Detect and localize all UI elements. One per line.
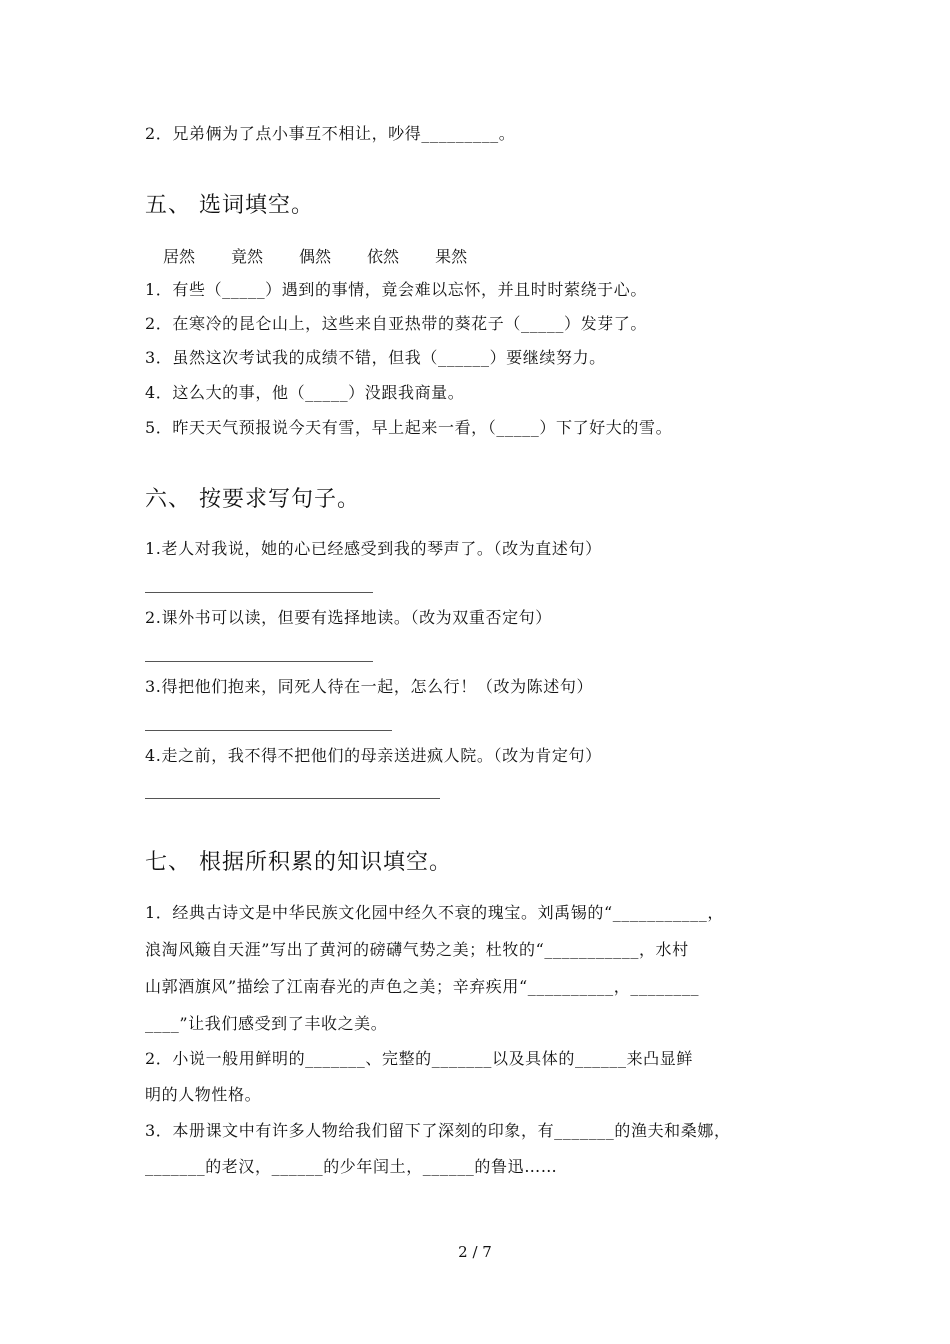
section5-item-1: 1．有些（_____）遇到的事情，竟会难以忘怀，并且时时萦绕于心。 xyxy=(145,280,647,299)
section6-item-2: 2.课外书可以读，但要有选择地读。（改为双重否定句） xyxy=(145,608,552,627)
word-bank xyxy=(163,244,503,267)
section7-title: 七、 根据所积累的知识填空。 xyxy=(145,850,452,875)
word-bank-item: 偶然 xyxy=(299,247,332,266)
section5-item-4: 4．这么大的事，他（_____）没跟我商量。 xyxy=(145,383,465,402)
section5-item-2: 2．在寒冷的昆仑山上，这些来自亚热带的葵花子（_____）发芽了。 xyxy=(145,314,647,333)
word-bank-item: 果然 xyxy=(435,247,468,266)
section7-line-6: 明的人物性格。 xyxy=(145,1085,262,1104)
section7-line-1: 1．经典古诗文是中华民族文化园中经久不衰的瑰宝。刘禹锡的“___________， xyxy=(145,903,724,922)
answer-line-4[interactable] xyxy=(145,798,440,799)
page-number: 2 / 7 xyxy=(458,1243,492,1261)
section7-line-3: 山郭酒旗风”描绘了江南春光的声色之美；辛弃疾用“__________，________ xyxy=(145,977,700,996)
answer-line-3[interactable] xyxy=(145,730,392,731)
word-bank-item: 竟然 xyxy=(231,247,264,266)
answer-line-1[interactable] xyxy=(145,592,373,593)
section7-line-8: _______的老汉，______的少年闰土，______的鲁迅…… xyxy=(145,1157,558,1176)
section6-item-4: 4.走之前，我不得不把他们的母亲送进疯人院。（改为肯定句） xyxy=(145,746,602,765)
section7-line-4: ____”让我们感受到了丰收之美。 xyxy=(145,1014,388,1033)
section5-item-3: 3．虽然这次考试我的成绩不错，但我（______）要继续努力。 xyxy=(145,348,606,367)
word-bank-item: 居然 xyxy=(163,247,196,266)
word-bank-item: 依然 xyxy=(367,247,400,266)
section6-item-1: 1.老人对我说，她的心已经感受到我的琴声了。（改为直述句） xyxy=(145,539,602,558)
answer-line-2[interactable] xyxy=(145,661,373,662)
section6-title: 六、 按要求写句子。 xyxy=(145,487,360,512)
section5-title: 五、 选词填空。 xyxy=(145,193,314,218)
section5-item-5: 5．昨天天气预报说今天有雪，早上起来一看，（_____）下了好大的雪。 xyxy=(145,418,673,437)
section4-item-2: 2．兄弟俩为了点小事互不相让，吵得_________。 xyxy=(145,124,516,143)
section6-item-3: 3.得把他们抱来，同死人待在一起，怎么行！（改为陈述句） xyxy=(145,677,594,696)
section7-line-2: 浪淘风簸自天涯”写出了黄河的磅礴气势之美；杜牧的“___________，水村 xyxy=(145,940,689,959)
section7-line-7: 3．本册课文中有许多人物给我们留下了深刻的印象，有_______的渔夫和桑娜， xyxy=(145,1121,731,1140)
section7-line-5: 2．小说一般用鲜明的_______、完整的_______以及具体的______来凸显鲜 xyxy=(145,1049,693,1068)
